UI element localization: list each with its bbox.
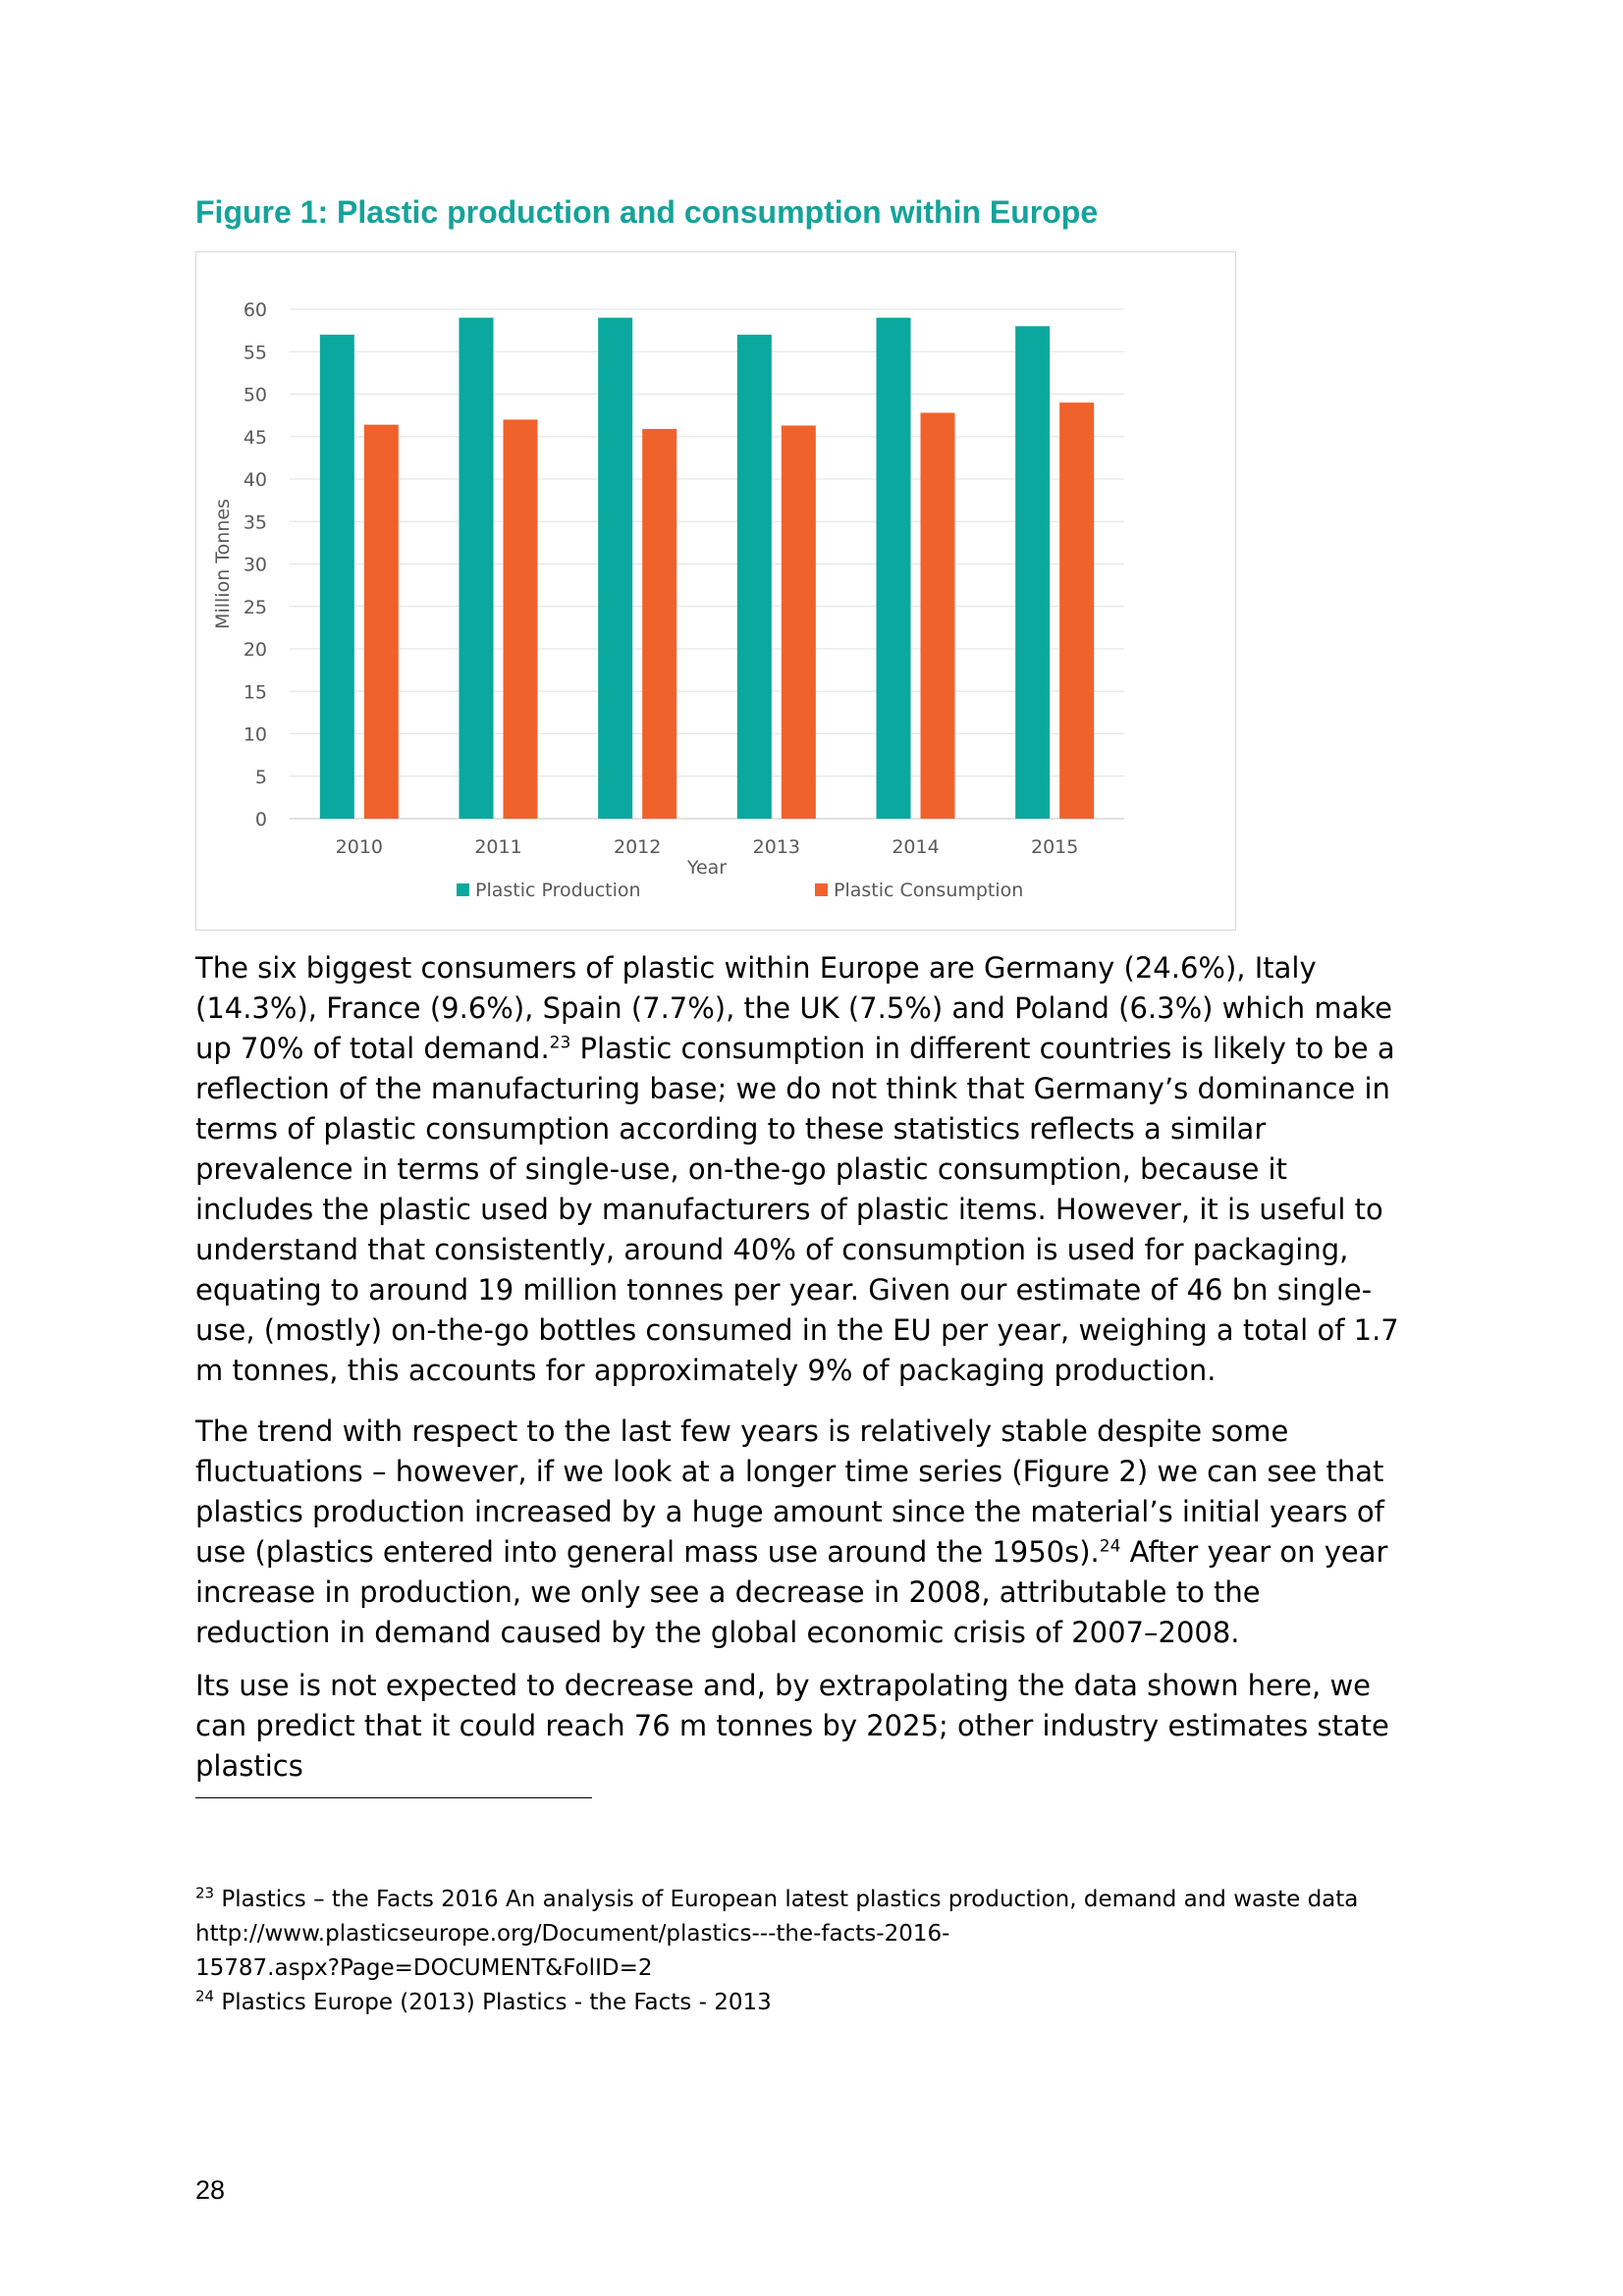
x-tick-label: 2012 [613, 836, 662, 858]
paragraph-1-text-a: The six biggest consumers of plastic within Europe are Germany (24.6%), Italy (14.3%), France (9.6%), Spain (7.7%), the UK (7.5%) and Poland (6.3%) which make up 70% of total demand. [195, 951, 1393, 1065]
bar-chart [195, 251, 1236, 931]
footnote-ref-23[interactable]: 23 [549, 1033, 571, 1053]
footnote-number: 24 [195, 1987, 215, 2005]
figure-title: Figure 1: Plastic production and consumption within Europe [195, 194, 1099, 230]
paragraph-2-text-a: The trend with respect to the last few years is relatively stable despite some fluctuations – however, if we look at a longer time series (Figure 2) we can see that plastics production increased by a huge amount since the material’s initial years of use (plastics entered into general mass use around the 1950s). [195, 1415, 1384, 1569]
paragraph-2 [195, 1412, 1403, 1653]
paragraph-3: Its use is not expected to decrease and, by extrapolating the data shown here, we can predict that it could reach 76 m tonnes by 2025; other industry estimates state plastics [195, 1669, 1389, 1783]
legend-label-consumption: Plastic Consumption [834, 880, 1024, 901]
y-tick-label: 5 [254, 766, 267, 788]
legend-swatch-production [457, 883, 469, 896]
footnote-23-url-line-1[interactable]: http://www.plasticseurope.org/Document/plastics---the-facts-2016- [195, 1921, 950, 1947]
bar-production-2013 [737, 335, 772, 819]
bar-consumption-2015 [1059, 402, 1094, 819]
footnote-text: Plastics Europe (2013) Plastics - the Facts - 2013 [221, 1990, 772, 2015]
x-tick-label: 2010 [335, 836, 384, 858]
chart-canvas [196, 252, 1237, 932]
bar-production-2010 [320, 335, 354, 819]
footnotes [195, 1883, 1403, 2020]
bar-consumption-2013 [782, 426, 816, 819]
footnote-23 [195, 1883, 1403, 1917]
y-tick-label: 15 [243, 681, 267, 704]
footnote-23-url-line-2[interactable]: 15787.aspx?Page=DOCUMENT&FolID=2 [195, 1955, 653, 1981]
page-number: 28 [195, 2175, 226, 2205]
y-tick-label: 40 [243, 469, 267, 491]
bar-consumption-2011 [504, 419, 538, 819]
paragraph-2-text-b: After year on year increase in production, we only see a decrease in 2008, attributable to the reduction in demand caused by the global economic crisis of 2007–2008. [195, 1535, 1388, 1649]
footnote-text: Plastics – the Facts 2016 An analysis of European latest plastics production, demand and waste data [221, 1887, 1359, 1912]
footnote-24 [195, 1986, 1403, 2020]
x-tick-label: 2015 [1030, 836, 1079, 858]
y-tick-label: 45 [243, 426, 267, 449]
x-tick-label: 2011 [474, 836, 522, 858]
y-tick-label: 25 [243, 596, 267, 618]
bar-production-2014 [877, 318, 911, 819]
footnote-number: 23 [195, 1884, 215, 1902]
y-tick-label: 55 [243, 342, 267, 364]
y-tick-label: 0 [254, 809, 267, 830]
y-tick-label: 50 [243, 384, 267, 406]
bar-production-2011 [460, 318, 494, 819]
y-tick-label: 35 [243, 511, 267, 534]
y-tick-label: 30 [243, 554, 267, 576]
bar-production-2012 [598, 318, 632, 819]
bar-consumption-2012 [642, 429, 676, 819]
bar-consumption-2010 [364, 425, 399, 819]
bar-consumption-2014 [921, 413, 955, 819]
y-tick-label: 60 [243, 299, 267, 321]
x-tick-label: 2013 [752, 836, 801, 858]
footnote-separator [195, 1797, 592, 1798]
bar-production-2015 [1015, 326, 1050, 819]
legend-swatch-consumption [815, 883, 828, 896]
paragraph-1-text-b: Plastic consumption in different countries is likely to be a reflection of the manufacturing base; we do not think that Germany’s dominance in terms of plastic consumption according to these statistics reflects a similar prevalence in terms of single-use, on-the-go plastic consumption, because it includes the plastic used by manufacturers of plastic items. However, it is useful to understand that consistently, around 40% of consumption is used for packaging, equating to around 19 million tonnes per year. Given our estimate of 46 bn single-use, (mostly) on-the-go bottles consumed in the EU per year, weighing a total of 1.7 m tonnes, this accounts for approximately 9% of packaging production. [195, 1032, 1399, 1387]
y-tick-label: 20 [243, 639, 267, 661]
y-tick-label: 10 [243, 723, 267, 746]
x-axis-label: Year [686, 857, 728, 879]
footnote-ref-24[interactable]: 24 [1099, 1536, 1121, 1557]
paragraph-1 [195, 948, 1403, 1391]
legend-label-production: Plastic Production [475, 880, 641, 901]
y-axis-label: Million Tonnes [212, 499, 234, 629]
x-tick-label: 2014 [892, 836, 940, 858]
